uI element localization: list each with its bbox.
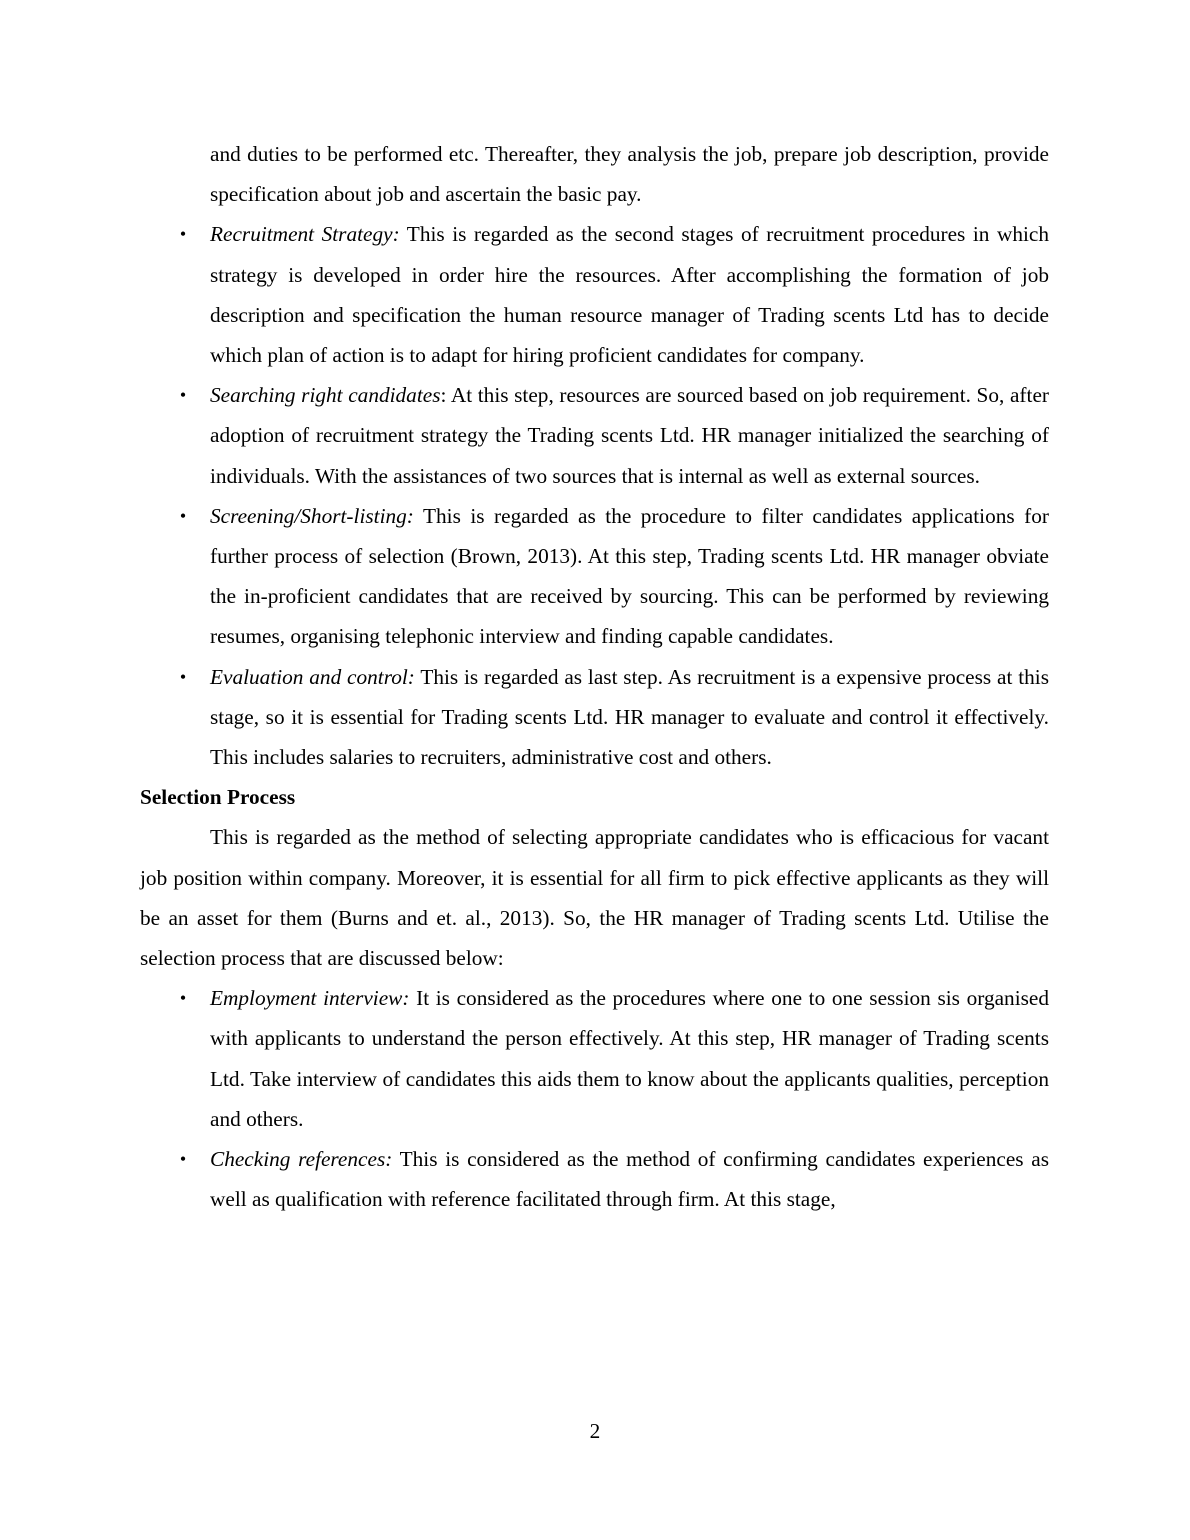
- list-item: [179, 214, 1049, 375]
- list-item: [179, 978, 1049, 1139]
- body-paragraph: This is regarded as the method of selecting appropriate candidates who is efficacious for vacant job position within company. Moreover, it is essential for all firm to pick effective applicants as they will be an asset for them (Burns and et. al., 2013). So, the HR manager of Trading scents Ltd. Utilise the selection process that are discussed below:: [140, 825, 1049, 971]
- list-item-text: This is considered as the method of confirming candidates experiences as well as qualification with reference facilitated through firm. At this stage,: [210, 1147, 1049, 1212]
- list-item-term: Searching right candidates: [210, 383, 441, 408]
- list-item: [179, 375, 1049, 496]
- list-item-term: Screening/Short-listing:: [210, 503, 414, 528]
- bullet-icon: •: [179, 224, 187, 245]
- list-item: [179, 657, 1049, 778]
- bullet-icon: •: [179, 385, 187, 406]
- bullet-icon: •: [179, 505, 187, 526]
- list-item-text: It is considered as the procedures where one to one session sis organised with applicants to understand the person effectively. At this step, HR manager of Trading scents Ltd. Take interview of candidates this aids them to know about the applicants qualities, perception and others.: [210, 986, 1049, 1131]
- list-item-term: Employment interview:: [210, 986, 410, 1011]
- list-item-text: : At this step, resources are sourced based on job requirement. So, after adoption of recruitment strategy the Trading scents Ltd. HR manager initialized the searching of individuals. With the assistances of two sources that is internal as well as external sources.: [210, 383, 1049, 488]
- page-body: [140, 134, 1049, 1219]
- section-heading: Selection Process: [140, 785, 296, 810]
- continued-paragraph: and duties to be performed etc. Thereafter, they analysis the job, prepare job description, provide specification about job and ascertain the basic pay.: [210, 142, 1049, 207]
- list-item-term: Checking references:: [210, 1147, 393, 1172]
- list-item: [179, 1139, 1049, 1219]
- list-item-text: This is regarded as last step. As recruitment is a expensive process at this stage, so it is essential for Trading scents Ltd. HR manager to evaluate and control it effectively. This includes salaries to recruiters, administrative cost and others.: [210, 664, 1049, 770]
- bullet-icon: •: [179, 666, 187, 687]
- bullet-icon: •: [179, 1149, 187, 1170]
- list-item-text: This is regarded as the second stages of recruitment procedures in which strategy is developed in order hire the resources. After accomplishing the formation of job description and specification the human resource manager of Trading scents Ltd has to decide which plan of action is to adapt for hiring proficient candidates for company.: [210, 222, 1049, 368]
- list-item-term: Evaluation and control:: [210, 664, 415, 689]
- list-item-term: Recruitment Strategy:: [210, 222, 400, 247]
- list-item-text: This is regarded as the procedure to filter candidates applications for further process of selection (Brown, 2013). At this step, Trading scents Ltd. HR manager obviate the in-proficient candidates that are received by sourcing. This can be performed by reviewing resumes, organising telephonic interview and finding capable candidates.: [210, 503, 1049, 649]
- page-number: 2: [589, 1419, 601, 1443]
- selection-steps-list: [140, 978, 1049, 1219]
- recruitment-steps-list: [140, 214, 1049, 777]
- bullet-icon: •: [179, 988, 187, 1009]
- list-item: [179, 496, 1049, 657]
